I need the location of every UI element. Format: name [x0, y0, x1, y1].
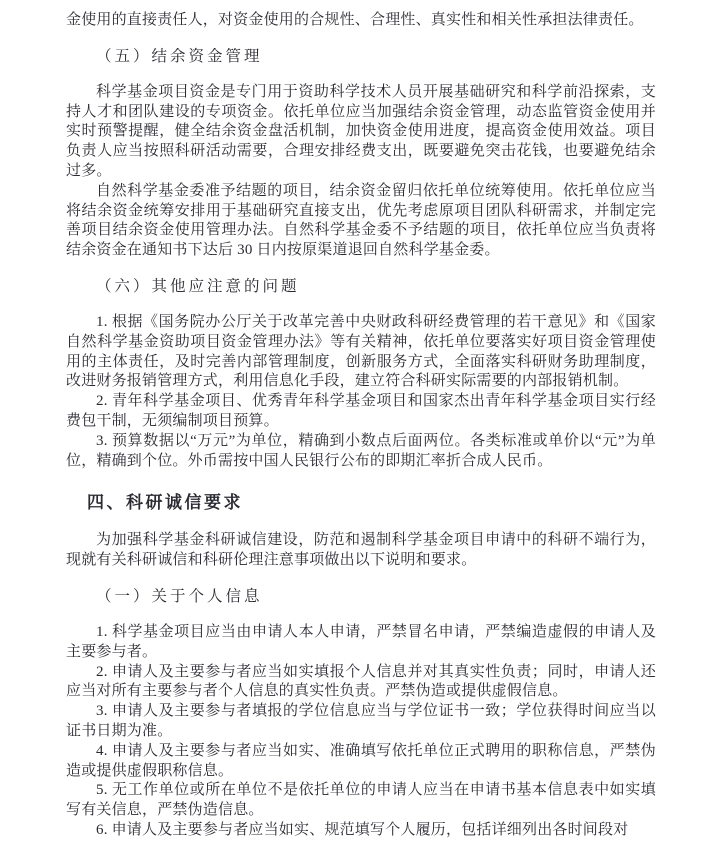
list-item-1: 1. 科学基金项目应当由申请人本人申请，严禁冒名申请，严禁编造虚假的申请人及主要参与者。: [66, 623, 656, 660]
list-item-6-truncated: 6. 申请人及主要参与者应当如实、规范填写个人履历，包括详细列出各时间段对: [96, 821, 629, 838]
list-item-1: 1. 根据《国务院办公厅关于改革完善中央财政科研经费管理的若干意见》和《国家自然科学基金资助项目资金管理办法》等有关精神，依托单位要落实好项目资金管理使用的主体责任，及时完善内部管理制度，创新服务方式，全面落实科研财务助理制度，改进财务报销管理方式，利用信息化手段，建立符合科研实际需要的内部报销机制。: [66, 313, 656, 390]
document-body: [66, 11, 656, 841]
list-item-3: 3. 预算数据以“万元”为单位，精确到小数点后面两位。各类标准或单价以“元”为单位，精确到个位。外币需按中国人民银行公布的即期汇率折合成人民币。: [66, 432, 656, 469]
list-item-2: 2. 青年科学基金项目、优秀青年科学基金项目和国家杰出青年科学基金项目实行经费包干制，无须编制项目预算。: [66, 393, 656, 429]
section-heading-6-other-issues: （六）其他应注意的问题: [96, 277, 300, 295]
list-item-5: 5. 无工作单位或所在单位不是依托单位的申请人应当在申请书基本信息表中如实填写有关信息，严禁伪造信息。: [66, 782, 656, 819]
list-item-2: 2. 申请人及主要参与者应当如实填报个人信息并对其真实性负责；同时，申请人还应当对所有主要参与者个人信息的真实性负责。严禁伪造或提供虚假信息。: [66, 663, 656, 700]
section-heading-5-surplus-fund-management: （五）结余资金管理: [96, 47, 263, 65]
list-item-4: 4. 申请人及主要参与者应当如实、准确填写依托单位正式聘用的职称信息，严禁伪造或提供虚假职称信息。: [66, 742, 656, 779]
paragraph: 科学基金项目资金是专门用于资助科学技术人员开展基础研究和科学前沿探索，支持人才和团队建设的专项资金。依托单位应当加强结余资金管理，动态监管资金使用并实时预警提醒，健全结余资金盘活机制，加快资金使用进度，提高资金使用效益。项目负责人应当按照科研活动需要，合理安排经费支出，既要避免突击花钱，也要避免结余过多。: [66, 83, 656, 179]
paragraph: 自然科学基金委准予结题的项目，结余资金留归依托单位统筹使用。依托单位应当将结余资金统筹安排用于基础研究直接支出，优先考虑原项目团队科研需求，并制定完善项目结余资金使用管理办法。自然科学基金委不予结题的项目，依托单位应当负责将结余资金在通知书下达后 30 日内按原渠道退回自然科学基金委。: [66, 182, 656, 259]
list-item-3: 3. 申请人及主要参与者填报的学位信息应当与学位证书一致；学位获得时间应当以证书日期为准。: [66, 703, 656, 739]
paragraph-continuation: 金使用的直接责任人，对资金使用的合规性、合理性、真实性和相关性承担法律责任。: [66, 12, 644, 28]
chapter-heading-4-research-integrity: 四、科研诚信要求: [87, 493, 243, 513]
section-heading-1-personal-info: （一）关于个人信息: [96, 587, 263, 605]
paragraph-intro: 为加强科学基金科研诚信建设，防范和遏制科学基金项目申请中的科研不端行为，现就有关科研诚信和科研伦理注意事项做出以下说明和要求。: [66, 532, 656, 569]
